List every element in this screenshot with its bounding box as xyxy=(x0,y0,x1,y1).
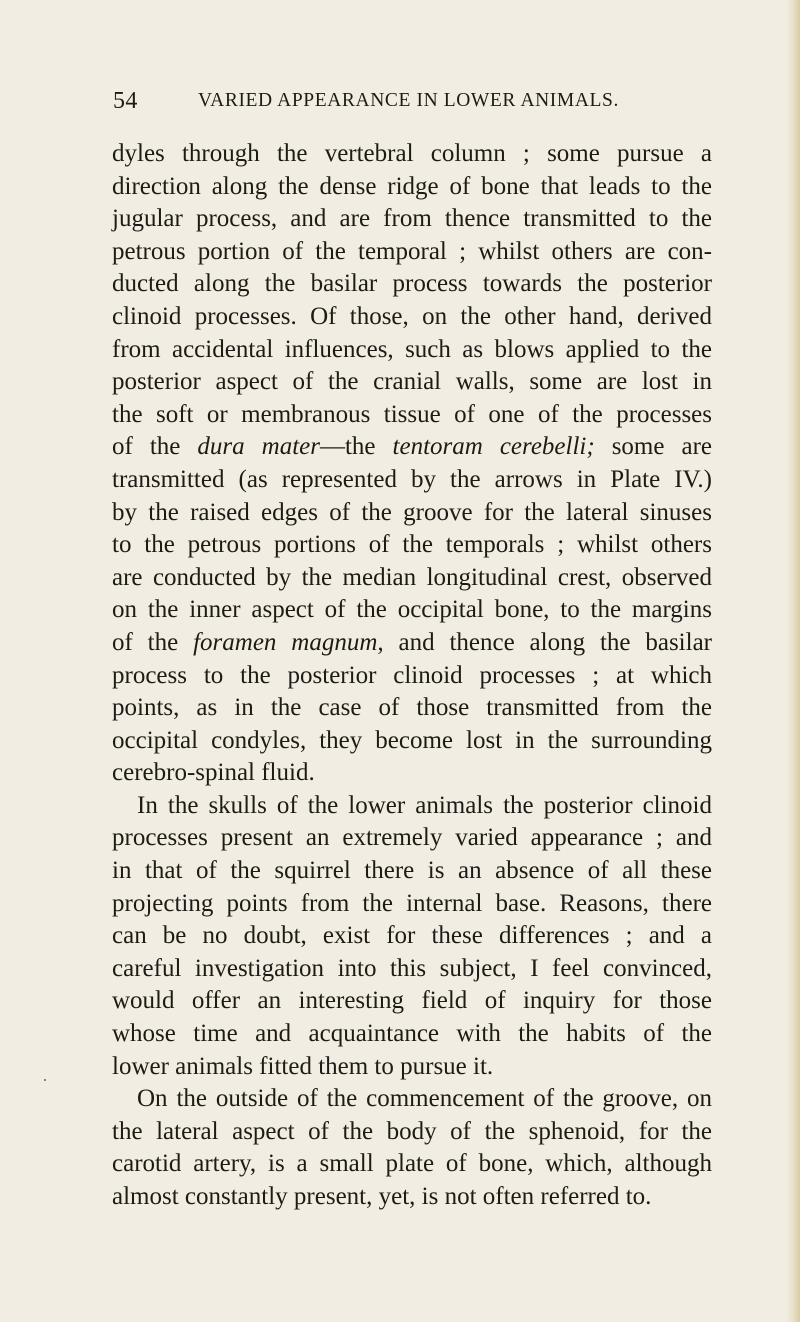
text-run: and thence along the basilar xyxy=(383,628,712,656)
text-line: projecting points from the internal base. Reasons, there xyxy=(112,889,712,917)
text-line: can be no doubt, exist for these differences ; and a xyxy=(112,922,712,950)
text-line: ducted along the basilar process towards the posterior xyxy=(112,270,712,298)
text-line: the lateral aspect of the body of the sphenoid, for the xyxy=(112,1117,712,1145)
text-line: On the outside of the commencement of the groove, on xyxy=(137,1085,712,1113)
text-line: dyles through the vertebral column ; some pursue a xyxy=(112,140,712,167)
text-line: in that of the squirrel there is an absence of all these xyxy=(112,857,712,885)
text-line: occipital condyles, they become lost in the surrounding xyxy=(112,726,712,754)
text-run: some are xyxy=(594,433,713,461)
text-line: carotid artery, is a small plate of bone, which, although xyxy=(112,1150,712,1178)
text-line: points, as in the case of those transmitted from the xyxy=(112,694,712,722)
text-line: petrous portion of the temporal ; whilst others are con- xyxy=(112,237,712,265)
text-line: whose time and acquaintance with the habits of the xyxy=(112,1020,712,1048)
running-head xyxy=(113,88,673,118)
text-run: of the xyxy=(112,433,198,461)
text-line: posterior aspect of the cranial walls, some are lost in xyxy=(112,368,712,396)
text-run: —the xyxy=(319,433,393,461)
paper-speck xyxy=(44,1079,46,1081)
text-line: from accidental influences, such as blows applied to the xyxy=(112,335,712,363)
italic-term: foramen magnum, xyxy=(193,628,384,656)
text-line: on the inner aspect of the occipital bone, to the margins xyxy=(112,596,712,624)
text-line: processes present an extremely varied appearance ; and xyxy=(112,824,712,852)
running-title: VARIED APPEARANCE IN LOWER ANIMALS. xyxy=(198,90,619,111)
text-line: transmitted (as represented by the arrows in Plate IV.) xyxy=(112,465,712,493)
text-line xyxy=(112,627,712,660)
text-line: by the raised edges of the groove for the lateral sinuses xyxy=(112,498,712,526)
page-number: 54 xyxy=(113,88,138,114)
text-line: would offer an interesting field of inquiry for those xyxy=(112,987,712,1015)
page-edge-shadow xyxy=(786,0,800,1322)
text-line: the soft or membranous tissue of one of the processes xyxy=(112,400,712,428)
italic-term: tentoram cerebelli; xyxy=(392,433,595,461)
italic-term: dura mater xyxy=(197,433,320,461)
text-line: process to the posterior clinoid processes ; at which xyxy=(112,661,712,689)
text-line: are conducted by the median longitudinal crest, observed xyxy=(112,563,712,591)
text-line: lower animals fitted them to pursue it. xyxy=(112,1052,494,1080)
body-text xyxy=(112,138,712,1214)
text-line: In the skulls of the lower animals the posterior clinoid xyxy=(137,791,712,819)
text-line: cerebro-spinal fluid. xyxy=(112,759,315,787)
text-line: almost constantly present, yet, is not often referred to. xyxy=(112,1183,652,1210)
text-line: clinoid processes. Of those, on the other hand, derived xyxy=(112,302,712,330)
text-run: of the xyxy=(112,628,194,656)
text-line: direction along the dense ridge of bone that leads to the xyxy=(112,172,712,200)
text-line: careful investigation into this subject, I feel convinced, xyxy=(112,954,712,982)
text-line: jugular process, and are from thence transmitted to the xyxy=(112,205,712,233)
text-line: to the petrous portions of the temporals ; whilst others xyxy=(112,531,712,559)
text-line xyxy=(112,431,712,464)
